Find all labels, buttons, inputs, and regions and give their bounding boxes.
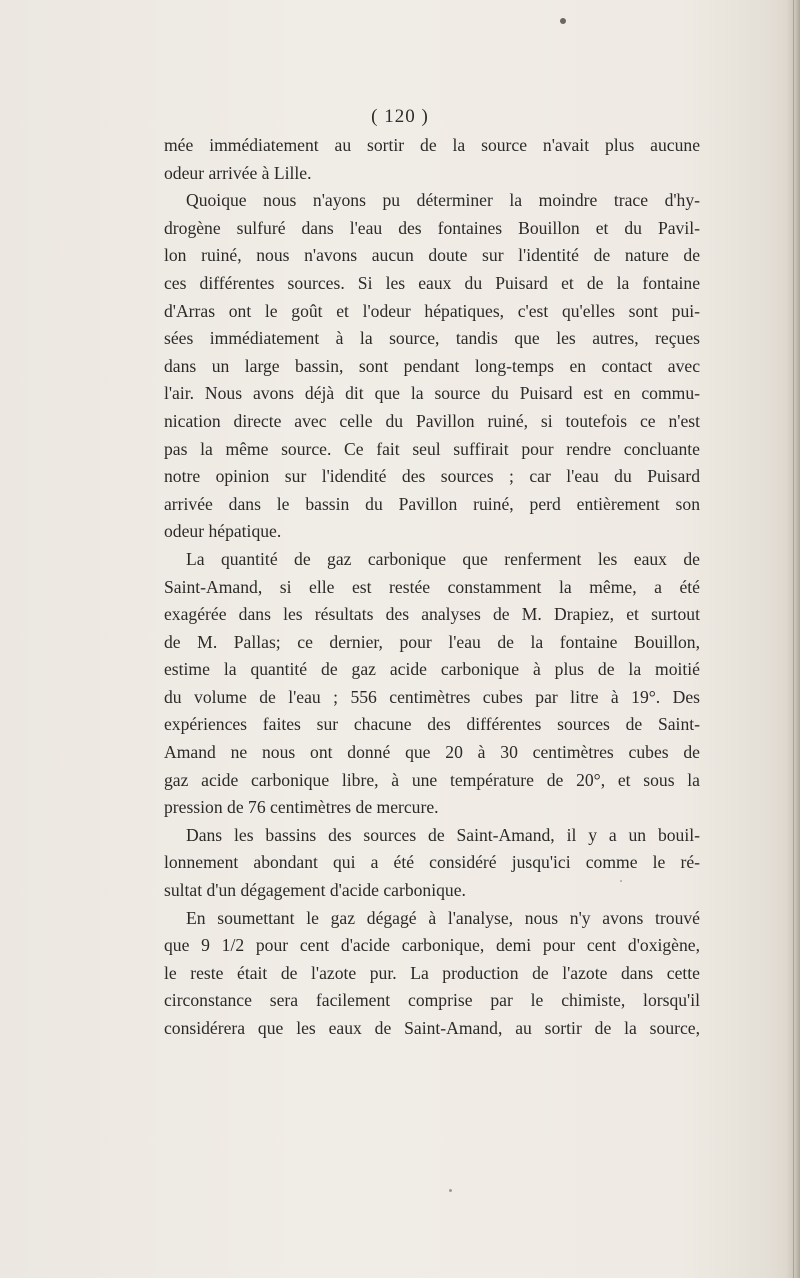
text-line: odeur arrivée à Lille.: [164, 162, 312, 183]
text-line: l'air. Nous avons déjà dit que la source du Puisard est en commu-: [164, 383, 700, 404]
text-line: arrivée dans le bassin du Pavillon ruiné, perd entièrement son: [164, 493, 700, 514]
text-line: nication directe avec celle du Pavillon ruiné, si toutefois ce n'est: [164, 410, 700, 431]
page-edge-line: [793, 0, 794, 1278]
text-line: mée immédiatement au sortir de la source n'avait plus aucune: [164, 135, 700, 155]
text-line: pression de 76 centimètres de mercure.: [164, 797, 439, 818]
text-line: lon ruiné, nous n'avons aucun doute sur l'identité de nature de: [164, 245, 700, 266]
text-line: considérera que les eaux de Saint-Amand, au sortir de la source,: [164, 1018, 700, 1038]
ink-speck: [449, 1189, 452, 1192]
text-line: exagérée dans les résultats des analyses de M. Drapiez, et surtout: [164, 604, 700, 625]
text-line: odeur hépatique.: [164, 521, 282, 542]
text-line: expériences faites sur chacune des différentes sources de Saint-: [164, 714, 700, 735]
text-line: dans un large bassin, sont pendant long-temps en contact avec: [164, 355, 700, 376]
text-line: sultat d'un dégagement d'acide carbonique.: [164, 880, 466, 901]
text-line: La quantité de gaz carbonique que renferment les eaux de: [186, 548, 700, 569]
text-line: Dans les bassins des sources de Saint-Amand, il y a un bouil-: [186, 824, 700, 845]
text-line: que 9 1/2 pour cent d'acide carbonique, demi pour cent d'oxigène,: [164, 935, 700, 956]
text-line: le reste était de l'azote pur. La production de l'azote dans cette: [164, 962, 700, 983]
text-line: de M. Pallas; ce dernier, pour l'eau de la fontaine Bouillon,: [164, 631, 700, 652]
text-line: Saint-Amand, si elle est restée constamment la même, a été: [164, 576, 700, 597]
text-line: lonnement abondant qui a été considéré jusqu'ici comme le ré-: [164, 852, 700, 873]
page-number: ( 120 ): [371, 106, 429, 127]
text-line: d'Arras ont le goût et l'odeur hépatiques, c'est qu'elles sont pui-: [164, 300, 700, 321]
text-line: Quoique nous n'ayons pu déterminer la moindre trace d'hy-: [186, 190, 700, 211]
text-line: gaz acide carbonique libre, à une température de 20°, et sous la: [164, 769, 700, 790]
ink-speck: [560, 18, 566, 24]
text-line: pas la même source. Ce fait seul suffirait pour rendre concluante: [164, 438, 700, 459]
text-line: circonstance sera facilement comprise par le chimiste, lorsqu'il: [164, 990, 700, 1011]
text-line: estime la quantité de gaz acide carbonique à plus de la moitié: [164, 659, 700, 680]
text-line: notre opinion sur l'idendité des sources ; car l'eau du Puisard: [164, 466, 700, 487]
text-line: drogène sulfuré dans l'eau des fontaines Bouillon et du Pavil-: [164, 217, 700, 238]
text-line: du volume de l'eau ; 556 centimètres cubes par litre à 19°. Des: [164, 686, 700, 707]
text-line: En soumettant le gaz dégagé à l'analyse, nous n'y avons trouvé: [186, 907, 700, 928]
body-text: [164, 132, 700, 1043]
text-line: ces différentes sources. Si les eaux du Puisard et de la fontaine: [164, 272, 700, 293]
text-line: Amand ne nous ont donné que 20 à 30 centimètres cubes de: [164, 742, 700, 763]
text-line: sées immédiatement à la source, tandis que les autres, reçues: [164, 328, 700, 349]
